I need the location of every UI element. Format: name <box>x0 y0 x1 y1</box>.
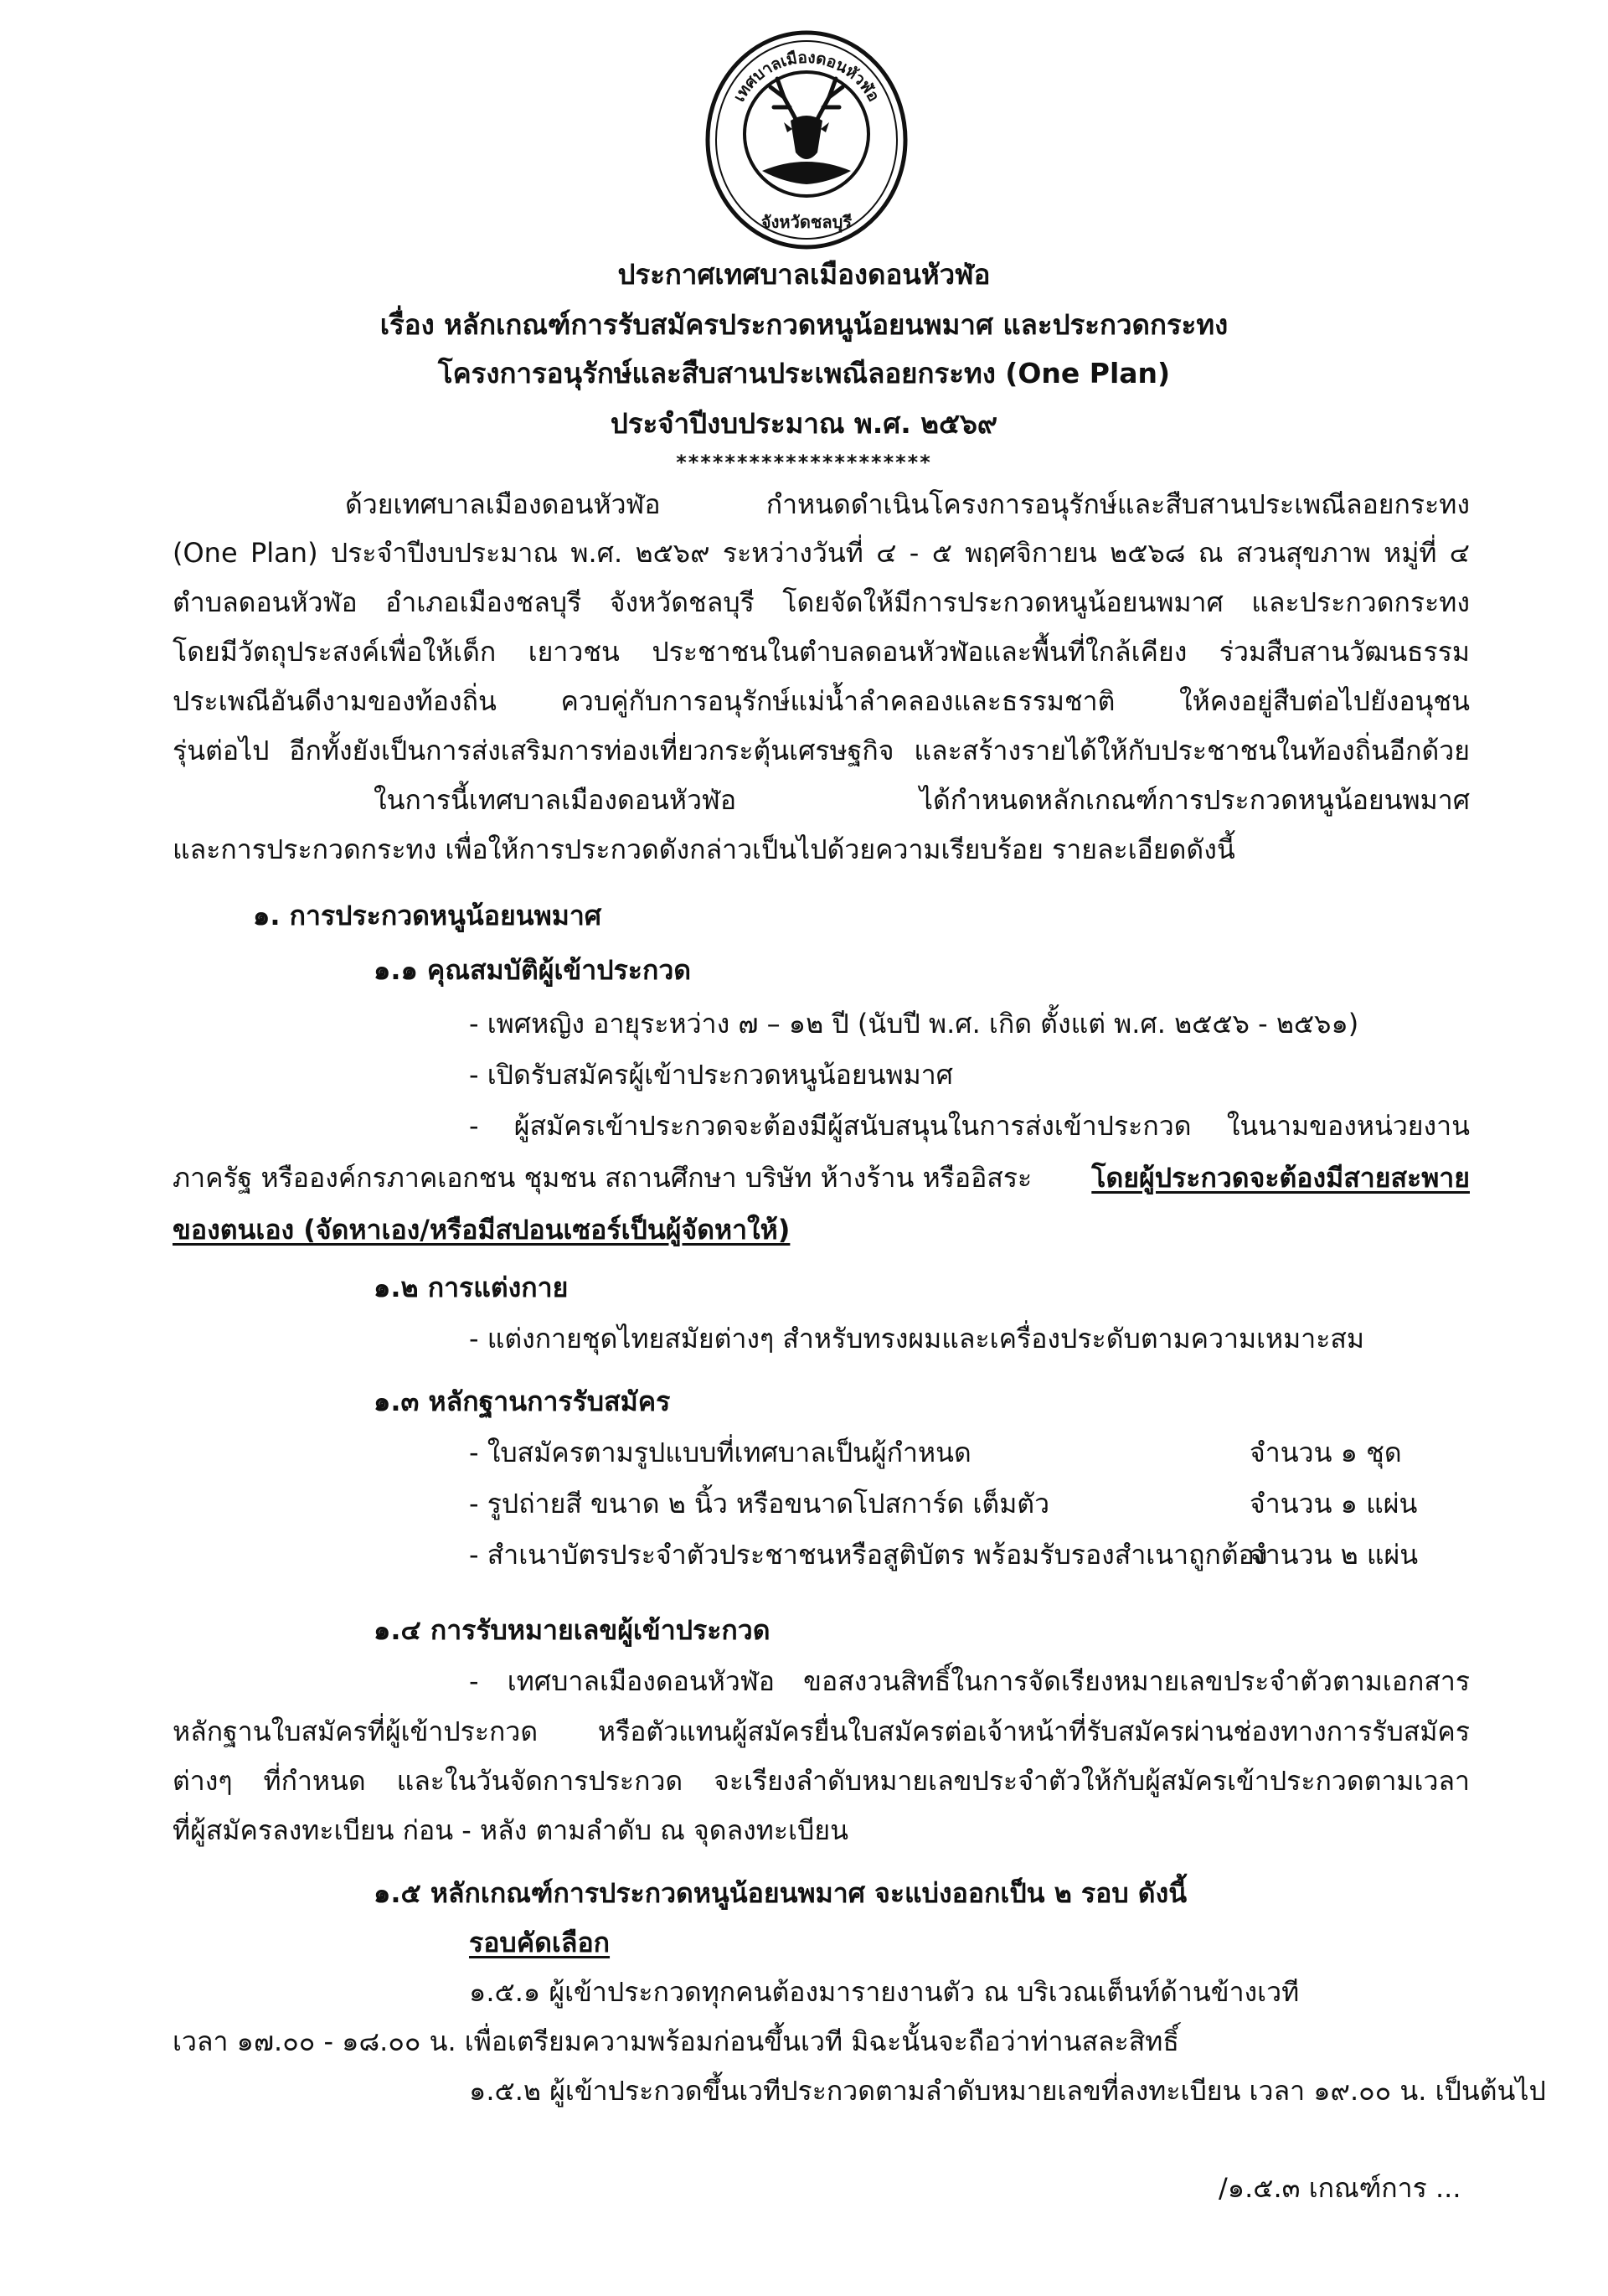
intro-line: ด้วยเทศบาลเมืองดอนหัวฬ่อ กำหนดดำเนินโครงการอนุรักษ์และสืบสานประเพณีลอยกระทง <box>345 488 1470 520</box>
svg-text:เทศบาลเมืองดอนหัวฬ่อ: เทศบาลเมืองดอนหัวฬ่อ <box>729 48 884 106</box>
project-name: โครงการอนุรักษ์และสืบสานประเพณีลอยกระทง (One Plan) <box>437 357 1171 390</box>
intro-line: (One Plan) ประจำปีงบประมาณ พ.ศ. ๒๕๖๙ ระหว่างวันที่ ๔ - ๕ พฤศจิกายน ๒๕๖๘ ณ สวนสุขภาพ หมู่ที่ ๔ <box>173 537 1471 569</box>
bullet-text: ภาครัฐ หรือองค์กรภาคเอกชน ชุมชน สถานศึกษา บริษัท ห้างร้าน หรืออิสระ <box>173 1162 1033 1194</box>
subsection-heading: ๑.๑ คุณสมบัติผู้เข้าประกวด <box>374 954 692 986</box>
document-item: - สำเนาบัตรประจำตัวประชาชนหรือสูติบัตร พร้อมรับรองสำเนาถูกต้อง <box>469 1539 1268 1571</box>
bullet-item: - ผู้สมัครเข้าประกวดจะต้องมีผู้สนับสนุนในการส่งเข้าประกวด ในนามของหน่วยงาน <box>469 1110 1470 1142</box>
bullet-item: - เพศหญิง อายุระหว่าง ๗ – ๑๒ ปี (นับปี พ.ศ. เกิด ตั้งแต่ พ.ศ. ๒๕๕๖ - ๒๕๖๑) <box>469 1008 1359 1040</box>
body-line: หลักฐานใบสมัครที่ผู้เข้าประกวด หรือตัวแทนผู้สมัครยื่นใบสมัครต่อเจ้าหน้าที่รับสมัครผ่านช่องทางการรับสมัคร <box>173 1716 1470 1747</box>
section-heading: ๑. การประกวดหนูน้อยนพมาศ <box>253 900 602 931</box>
body-line: ๑.๕.๑ ผู้เข้าประกวดทุกคนต้องมารายงานตัว ณ บริเวณเต็นท์ด้านข้างเวที <box>469 1976 1300 2008</box>
intro-line: และการประกวดกระทง เพื่อให้การประกวดดังกล่าวเป็นไปด้วยความเรียบร้อย รายละเอียดดังนี้ <box>173 833 1235 865</box>
intro-line: โดยมีวัตถุประสงค์เพื่อให้เด็ก เยาวชน ประชาชนในตำบลดอนหัวฬ่อและพื้นที่ใกล้เคียง ร่วมสืบสานวัฒนธรรม <box>173 636 1470 668</box>
sash-requirement: ของตนเอง (จัดหาเอง/หรือมีสปอนเซอร์เป็นผู้จัดหาให้) <box>173 1214 791 1246</box>
body-line: เวลา ๑๗.๐๐ - ๑๘.๐๐ น. เพื่อเตรียมความพร้อมก่อนขึ้นเวที มิฉะนั้นจะถือว่าท่านสละสิทธิ์ <box>173 2025 1179 2057</box>
separator-stars: ********************* <box>676 451 932 474</box>
subsection-heading: ๑.๒ การแต่งกาย <box>374 1272 569 1303</box>
document-quantity: จำนวน ๑ ชุด <box>1250 1437 1402 1468</box>
deer-emblem-icon <box>704 27 910 253</box>
document-item: - ใบสมัครตามรูปแบบที่เทศบาลเป็นผู้กำหนด <box>469 1437 972 1468</box>
subsection-heading: ๑.๕ หลักเกณฑ์การประกวดหนูน้อยนพมาศ จะแบ่งออกเป็น ๒ รอบ ดังนี้ <box>374 1877 1188 1909</box>
body-line: ที่ผู้สมัครลงทะเบียน ก่อน - หลัง ตามลำดับ ณ จุดลงทะเบียน <box>173 1814 848 1846</box>
announcement-title: ประกาศเทศบาลเมืองดอนหัวฬ่อ <box>617 258 991 291</box>
fiscal-year: ประจำปีงบประมาณ พ.ศ. ๒๕๖๙ <box>610 407 998 440</box>
bullet-continuation <box>173 1159 1470 1196</box>
document-quantity: จำนวน ๒ แผ่น <box>1250 1539 1419 1571</box>
document-item: - รูปถ่ายสี ขนาด ๒ นิ้ว หรือขนาดโปสการ์ด เต็มตัว <box>469 1488 1050 1519</box>
bullet-item: - เปิดรับสมัครผู้เข้าประกวดหนูน้อยนพมาศ <box>469 1059 953 1091</box>
subsection-heading: ๑.๓ หลักฐานการรับสมัคร <box>374 1385 671 1417</box>
body-line: ต่างๆ ที่กำหนด และในวันจัดการประกวด จะเรียงลำดับหมายเลขประจำตัวให้กับผู้สมัครเข้าประกวดตามเวลา <box>173 1765 1470 1797</box>
intro-line: ตำบลดอนหัวฬ่อ อำเภอเมืองชลบุรี จังหวัดชลบุรี โดยจัดให้มีการประกวดหนูน้อยนพมาศ และประกวดกระทง <box>173 586 1470 618</box>
continuation-note: /๑.๕.๓ เกณฑ์การ ... <box>1219 2172 1461 2204</box>
body-line: ๑.๕.๒ ผู้เข้าประกวดขึ้นเวทีประกวดตามลำดับหมายเลขที่ลงทะเบียน เวลา ๑๙.๐๐ น. เป็นต้นไป <box>469 2075 1546 2107</box>
announcement-subject: เรื่อง หลักเกณฑ์การรับสมัครประกวดหนูน้อยนพมาศ และประกวดกระทง <box>379 308 1229 341</box>
body-line: - เทศบาลเมืองดอนหัวฬ่อ ขอสงวนสิทธิ์ในการจัดเรียงหมายเลขประจำตัวตามเอกสาร <box>469 1665 1470 1697</box>
intro-line: ในการนี้เทศบาลเมืองดอนหัวฬ่อ ได้กำหนดหลักเกณฑ์การประกวดหนูน้อยนพมาศ <box>374 784 1470 816</box>
intro-line: ประเพณีอันดีงามของท้องถิ่น ควบคู่กับการอนุรักษ์แม่น้ำลำคลองและธรรมชาติ ให้คงอยู่สืบต่อไปยังอนุชน <box>173 685 1470 717</box>
bullet-item: - แต่งกายชุดไทยสมัยต่างๆ สำหรับทรงผมและเครื่องประดับตามความเหมาะสม <box>469 1323 1364 1354</box>
sash-requirement: โดยผู้ประกวดจะต้องมีสายสะพาย <box>1091 1162 1470 1194</box>
round-heading: รอบคัดเลือก <box>469 1927 611 1958</box>
intro-line: รุ่นต่อไป อีกทั้งยังเป็นการส่งเสริมการท่องเที่ยวกระตุ้นเศรษฐกิจ และสร้างรายได้ให้กับประชาชนในท้องถิ่นอีกด้วย <box>173 735 1470 766</box>
municipal-seal <box>704 27 910 253</box>
document-quantity: จำนวน ๑ แผ่น <box>1250 1488 1418 1519</box>
seal-province-text: จังหวัดชลบุรี <box>760 212 853 232</box>
subsection-heading: ๑.๔ การรับหมายเลขผู้เข้าประกวด <box>374 1614 770 1646</box>
